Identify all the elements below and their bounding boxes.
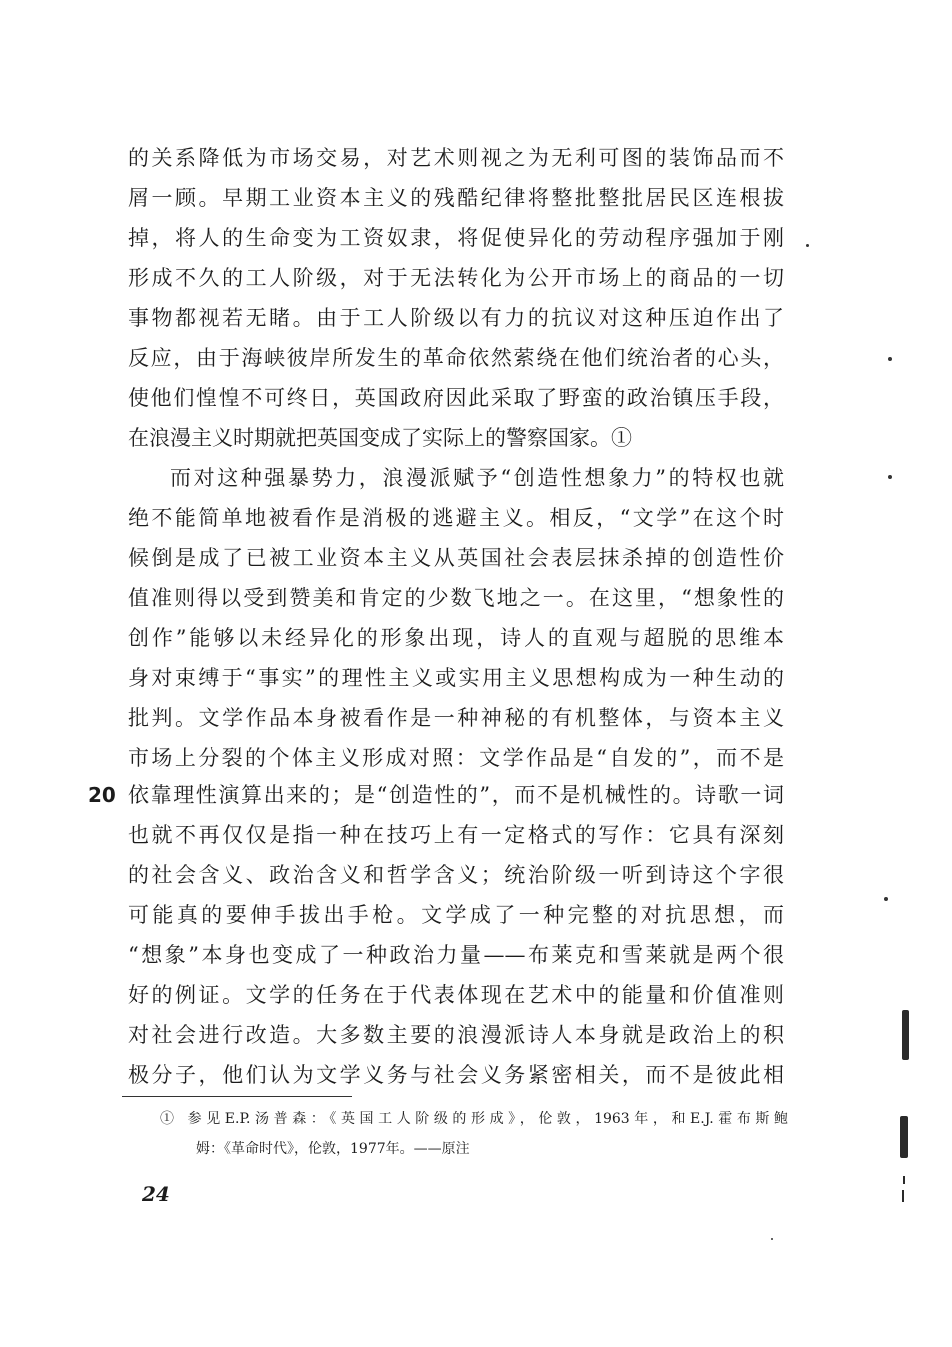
text-line: 事物都视若无睹。由于工人阶级以有力的抗议对这种压迫作出了 (128, 306, 784, 330)
scan-speck (888, 357, 892, 361)
text-line: 在浪漫主义时期就把英国变成了实际上的警察国家。① (128, 426, 632, 450)
text-line: 也就不再仅仅是指一种在技巧上有一定格式的写作：它具有深刻 (128, 823, 784, 847)
text-line: 创作”能够以未经异化的形象出现，诗人的直观与超脱的思维本 (128, 626, 784, 650)
text-line: 的社会含义、政治含义和哲学含义；统治阶级一听到诗这个字很 (128, 863, 784, 887)
scan-speck (888, 475, 892, 479)
text-line: 依靠理性演算出来的；是“创造性的”，而不是机械性的。诗歌一词 (128, 783, 784, 807)
binding-mark (902, 1190, 904, 1202)
text-line: 市场上分裂的个体主义形成对照：文学作品是“自发的”，而不是 (128, 746, 784, 770)
text-line: “想象”本身也变成了一种政治力量——布莱克和雪莱就是两个很 (128, 943, 784, 967)
text-line: 形成不久的工人阶级，对于无法转化为公开市场上的商品的一切 (128, 266, 784, 290)
text-line: 身对束缚于“事实”的理性主义或实用主义思想构成为一种生动的 (128, 666, 784, 690)
text-line: 候倒是成了已被工业资本主义从英国社会表层抹杀掉的创造性价 (128, 546, 784, 570)
text-line: 对社会进行改造。大多数主要的浪漫派诗人本身就是政治上的积 (128, 1023, 784, 1047)
binding-mark (902, 1010, 909, 1060)
footnote-line: ① 参见E.P.汤普森：《英国工人阶级的形成》，伦敦，1963年，和E.J.霍布斯鲍 (160, 1111, 788, 1127)
scan-speck (884, 897, 888, 901)
scan-speck (771, 1238, 773, 1240)
footnote-line: 姆：《革命时代》，伦敦，1977年。——原注 (196, 1141, 470, 1157)
text-line: 而对这种强暴势力，浪漫派赋予“创造性想象力”的特权也就 (170, 466, 784, 490)
text-line: 可能真的要伸手拔出手枪。文学成了一种完整的对抗思想，而 (128, 903, 784, 927)
text-line: 绝不能简单地被看作是消极的逃避主义。相反，“文学”在这个时 (128, 506, 784, 530)
text-line: 批判。文学作品本身被看作是一种神秘的有机整体，与资本主义 (128, 706, 784, 730)
text-line: 反应，由于海峡彼岸所发生的革命依然萦绕在他们统治者的心头， (128, 346, 784, 370)
text-line: 好的例证。文学的任务在于代表体现在艺术中的能量和价值准则 (128, 983, 784, 1007)
page-number: 24 (142, 1182, 170, 1206)
text-line: 的关系降低为市场交易，对艺术则视之为无利可图的装饰品而不 (128, 146, 784, 170)
footnote-rule (122, 1096, 352, 1097)
text-line: 屑一顾。早期工业资本主义的残酷纪律将整批整批居民区连根拔 (128, 186, 784, 210)
binding-mark (900, 1116, 908, 1158)
text-line: 掉，将人的生命变为工资奴隶，将促使异化的劳动程序强加于刚 (128, 226, 784, 250)
text-line: 极分子，他们认为文学义务与社会义务紧密相关，而不是彼此相 (128, 1063, 784, 1087)
scan-speck (806, 244, 809, 247)
text-line: 使他们惶惶不可终日，英国政府因此采取了野蛮的政治镇压手段， (128, 386, 784, 410)
margin-number: 20 (88, 783, 116, 807)
text-line: 值准则得以受到赞美和肯定的少数飞地之一。在这里，“想象性的 (128, 586, 784, 610)
binding-mark (903, 1176, 905, 1184)
